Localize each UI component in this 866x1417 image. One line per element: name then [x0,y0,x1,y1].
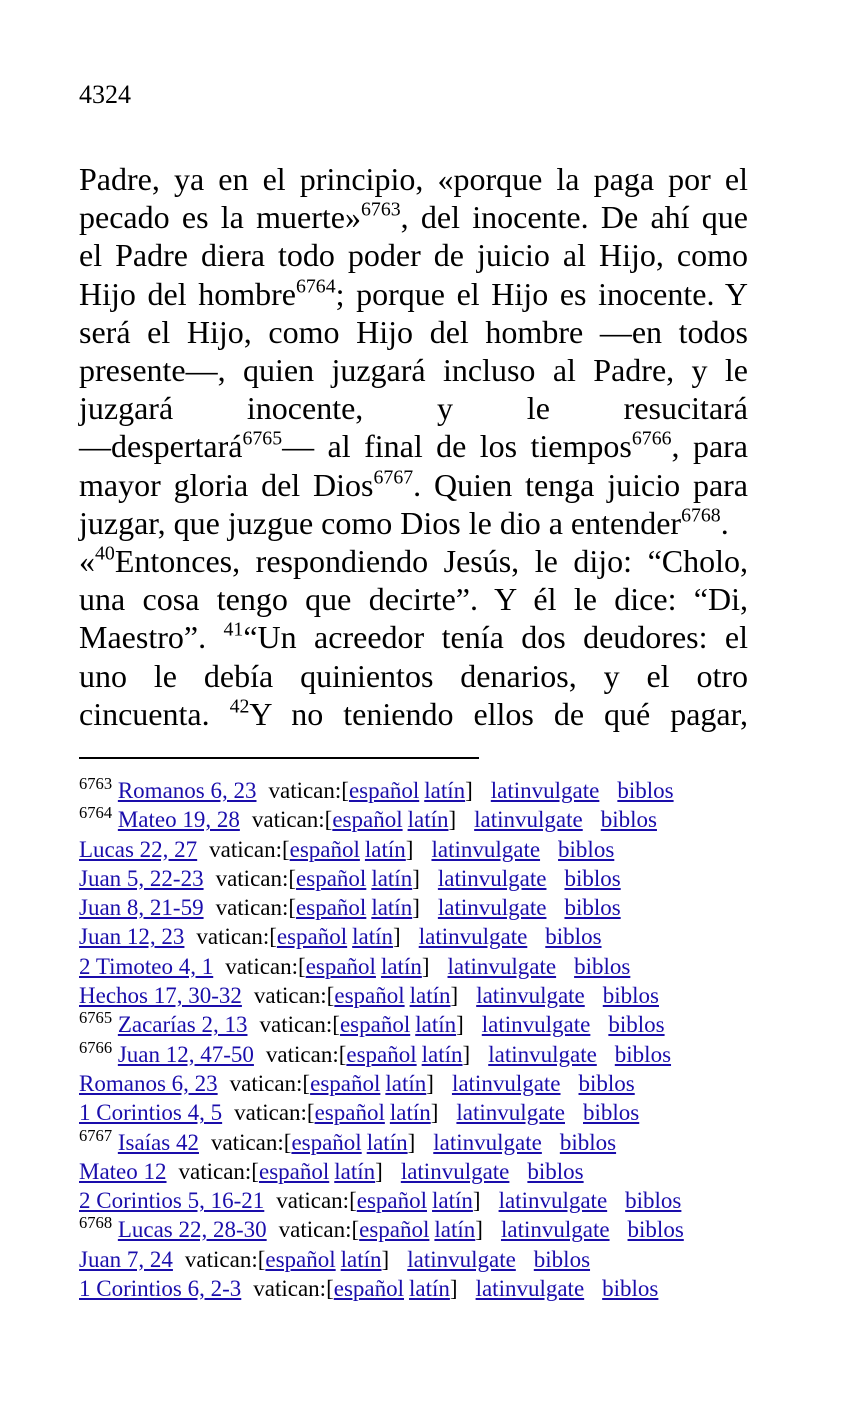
latinvulgate-link[interactable]: latinvulgate [490,778,600,803]
latin-link[interactable]: latín [424,778,466,803]
espanol-link[interactable]: español [334,983,405,1009]
bracket-close: ] [430,1100,439,1126]
body-text-segment: cincuenta. [79,695,230,732]
footnote-line [79,981,779,1010]
body-line [79,618,748,656]
bracket-close: ] [375,1158,383,1184]
vatican-label: vatican:[ [253,983,335,1009]
biblos-link[interactable]: biblos [574,953,631,979]
scripture-reference-link[interactable]: Lucas 22, 28-30 [117,1217,267,1243]
latin-link[interactable]: latín [389,1100,431,1126]
bracket-close: ] [405,836,414,862]
body-line [79,275,748,313]
scripture-reference-link[interactable]: Mateo 12 [79,1158,167,1184]
bracket-close: ] [465,778,473,803]
bracket-close: ] [449,1276,458,1302]
latinvulgate-link[interactable]: latinvulgate [437,895,547,921]
footnote-line [79,1245,779,1274]
scripture-reference-link[interactable]: Romanos 6, 23 [79,1070,218,1096]
footnote-marker: 6768 [681,504,721,527]
latinvulgate-link[interactable]: latinvulgate [498,1188,608,1214]
vatican-label: vatican:[ [259,1012,340,1038]
scripture-reference-link[interactable]: Romanos 6, 23 [117,778,257,803]
body-text-segment: , del inocente. De ahí que [400,199,749,236]
body-text-segment: Y no teniendo ellos de qué pagar, [249,695,749,732]
bracket-close: ] [456,1012,464,1038]
footnote-line [79,1157,779,1186]
body-text-segment: juzgar, que juzgue como Dios le dio a entender [79,504,682,541]
bracket-close: ] [462,1041,471,1067]
bracket-close: ] [407,1129,416,1155]
footnote-line [79,1069,779,1098]
espanol-link[interactable]: español [289,836,360,862]
latinvulgate-link[interactable]: latinvulgate [476,983,585,1009]
espanol-link[interactable]: español [332,807,403,833]
footnote-marker: 6763 [360,198,401,221]
body-text-segment: Maestro”. [79,619,224,656]
biblos-link[interactable]: biblos [559,1129,617,1155]
biblos-link[interactable]: biblos [627,1217,684,1243]
biblos-link[interactable]: biblos [545,924,602,950]
body-text-segment: Hijo del hombre [79,275,296,312]
bracket-close: ] [412,895,420,921]
latin-link[interactable]: latín [434,1217,476,1243]
vatican-label: vatican:[ [210,1129,292,1155]
latinvulgate-link[interactable]: latinvulgate [475,1276,585,1302]
vatican-label: vatican:[ [278,1217,360,1243]
footnote-number: 6765 [79,1008,113,1028]
footnote-line [79,1037,779,1069]
latin-link[interactable]: latín [421,1041,463,1067]
biblos-link[interactable]: biblos [533,1246,591,1272]
latinvulgate-link[interactable]: latinvulgate [447,953,557,979]
espanol-link[interactable]: español [296,865,367,891]
latin-link[interactable]: latín [364,836,406,862]
bracket-close: ] [412,865,420,891]
latin-link[interactable]: latín [432,1188,473,1214]
bracket-close: ] [475,1217,483,1243]
body-text-segment: Padre, ya en el principio, «porque la paga por el [79,161,748,197]
latinvulgate-link[interactable]: latinvulgate [407,1246,516,1272]
biblos-link[interactable]: biblos [564,895,621,921]
biblos-link[interactable]: biblos [564,865,621,891]
vatican-label: vatican:[ [229,1070,311,1096]
body-text-segment: , para [671,428,749,465]
latinvulgate-link[interactable]: latinvulgate [474,807,583,833]
vatican-label: vatican:[ [215,895,297,921]
latin-link[interactable]: latín [380,953,422,979]
scripture-reference-link[interactable]: Mateo 19, 28 [117,807,240,833]
latinvulgate-link[interactable]: latinvulgate [431,836,541,862]
biblos-link[interactable]: biblos [527,1158,584,1184]
footnote-marker: 42 [229,695,250,718]
footnote-line [79,773,779,805]
body-text-segment: pecado es la muerte» [79,199,361,236]
footnote-line [79,1098,779,1127]
body-line [79,427,748,465]
body-text-segment: presente—, quien juzgará incluso al Padre, y le [79,352,748,389]
vatican-label: vatican:[ [251,807,333,833]
bracket-close: ] [381,1246,390,1272]
espanol-link[interactable]: español [296,895,367,921]
vatican-label: vatican:[ [196,924,277,950]
scripture-reference-link[interactable]: Lucas 22, 27 [79,836,198,862]
footnote-marker: 6764 [295,275,336,298]
footnote-marker: 6765 [242,428,283,451]
latinvulgate-link[interactable]: latinvulgate [451,1070,561,1096]
footnote-marker: 41 [223,619,244,642]
vatican-label: vatican:[ [178,1158,259,1184]
footnote-marker: 6766 [631,428,672,451]
footnote-line [79,952,779,981]
biblos-link[interactable]: biblos [625,1188,682,1214]
body-text-segment: ; porque el Hijo es inocente. Y [335,275,749,312]
scripture-reference-link[interactable]: Juan 12, 47-50 [117,1041,254,1067]
biblos-link[interactable]: biblos [617,778,674,803]
latin-link[interactable]: latín [409,1276,450,1302]
footnote-line [79,893,779,922]
vatican-label: vatican:[ [253,1276,334,1302]
bracket-close: ] [448,807,457,833]
body-text-segment: Entonces, respondiendo Jesús, le dijo: “Cholo, [114,543,748,580]
body-text-segment: mayor gloria del Dios [79,466,374,503]
biblos-link[interactable]: biblos [600,807,657,833]
footnote-number: 6766 [79,1037,113,1057]
body-line [79,236,748,274]
scripture-reference-link[interactable]: Juan 8, 21-59 [79,895,204,921]
footnote-number: 6767 [79,1125,113,1145]
footnote-line [79,1274,779,1303]
body-line [79,351,748,389]
footnote-line [79,1125,779,1157]
body-text-segment: “Un acreedor tenía dos deudores: el [243,619,748,656]
footnotes [79,773,779,1303]
biblos-link[interactable]: biblos [578,1070,635,1096]
espanol-link[interactable]: español [310,1070,381,1096]
latin-link[interactable]: latín [385,1070,427,1096]
body-line [79,198,748,236]
vatican-label: vatican:[ [268,778,349,803]
latinvulgate-link[interactable]: latinvulgate [418,924,528,950]
footnote-number: 6768 [79,1213,113,1233]
body-line [79,313,748,351]
espanol-link[interactable]: español [339,1012,411,1038]
latin-link[interactable]: latín [415,1012,457,1038]
vatican-label: vatican:[ [234,1100,315,1126]
body-text-segment: « [79,543,95,580]
latin-link[interactable]: latín [409,983,451,1009]
body-text-segment: — al final de los tiempos [282,428,632,465]
body-text [79,160,748,733]
biblos-link[interactable]: biblos [602,1276,659,1302]
vatican-label: vatican:[ [215,865,297,891]
latinvulgate-link[interactable]: latinvulgate [488,1041,597,1067]
espanol-link[interactable]: español [314,1100,385,1126]
vatican-label: vatican:[ [276,1188,357,1214]
biblos-link[interactable]: biblos [608,1012,665,1038]
footnote-number: 6764 [79,803,113,823]
biblos-link[interactable]: biblos [583,1100,640,1126]
vatican-label: vatican:[ [225,953,306,979]
latinvulgate-link[interactable]: latinvulgate [481,1012,591,1038]
body-text-segment: . Quien tenga juicio para [413,466,749,503]
scripture-reference-link[interactable]: 1 Corintios 6, 2-3 [79,1276,242,1302]
espanol-link[interactable]: español [356,1188,428,1214]
scripture-reference-link[interactable]: Juan 7, 24 [79,1246,173,1272]
body-text-segment: el Padre diera todo poder de juicio al Hijo, como [79,237,748,274]
body-line [79,580,748,618]
body-line [79,504,748,542]
espanol-link[interactable]: español [333,1276,405,1302]
footnote-line [79,835,779,864]
latinvulgate-link[interactable]: latinvulgate [500,1217,610,1243]
bracket-close: ] [393,924,401,950]
espanol-link[interactable]: español [348,778,420,803]
espanol-link[interactable]: español [258,1158,330,1184]
scripture-reference-link[interactable]: Juan 5, 22-23 [79,865,204,891]
biblos-link[interactable]: biblos [614,1041,672,1067]
footnote-marker: 40 [95,542,115,565]
footnote-line [79,805,779,834]
scripture-reference-link[interactable]: 2 Corintios 5, 16-21 [79,1188,265,1214]
body-line [79,695,748,733]
bracket-close: ] [421,953,430,979]
scripture-reference-link[interactable]: Juan 12, 23 [79,924,185,950]
bracket-close: ] [472,1188,481,1214]
latin-link[interactable]: latín [340,1246,382,1272]
body-text-segment: —despertará [79,428,243,465]
latin-link[interactable]: latín [334,1158,376,1184]
body-text-segment: una cosa tengo que decirte”. Y él le dice: “Di, [79,581,748,618]
latin-link[interactable]: latín [407,807,449,833]
espanol-link[interactable]: español [291,1129,362,1155]
scripture-reference-link[interactable]: Zacarías 2, 13 [117,1012,248,1038]
vatican-label: vatican:[ [265,1041,347,1067]
bracket-close: ] [450,983,459,1009]
footnote-line [79,864,779,893]
espanol-link[interactable]: español [276,924,348,950]
footnote-line [79,1010,779,1039]
espanol-link[interactable]: español [359,1217,430,1243]
body-line [79,160,748,198]
latin-link[interactable]: latín [371,895,413,921]
body-text-segment: uno le debía quinientos denarios, y el otro [79,657,748,694]
body-line [79,542,748,580]
latin-link[interactable]: latín [352,924,394,950]
latinvulgate-link[interactable]: latinvulgate [437,865,547,891]
footnote-divider [79,757,479,759]
footnote-line [79,1186,779,1215]
scripture-reference-link[interactable]: 2 Timoteo 4, 1 [79,953,214,979]
bracket-close: ] [426,1070,434,1096]
body-text-segment: será el Hijo, como Hijo del hombre —en todos [79,313,748,350]
scripture-reference-link[interactable]: 1 Corintios 4, 5 [79,1100,223,1126]
scripture-reference-link[interactable]: Isaías 42 [117,1129,199,1155]
body-text-segment: . [720,504,729,541]
espanol-link[interactable]: español [346,1041,417,1067]
scripture-reference-link[interactable]: Hechos 17, 30-32 [79,983,242,1009]
footnote-line [79,1215,779,1244]
body-line [79,389,748,427]
biblos-link[interactable]: biblos [558,836,615,862]
footnote-marker: 6767 [373,466,414,489]
espanol-link[interactable]: español [305,953,376,979]
latinvulgate-link[interactable]: latinvulgate [456,1100,565,1126]
vatican-label: vatican:[ [184,1246,266,1272]
body-text-segment: juzgará inocente, y le resucitará [79,390,748,427]
page-number: 4324 [79,80,131,109]
footnote-line [79,922,779,951]
footnote-number: 6763 [79,773,113,793]
body-line [79,466,748,504]
latinvulgate-link[interactable]: latinvulgate [400,1158,510,1184]
espanol-link[interactable]: español [265,1246,336,1272]
latin-link[interactable]: latín [366,1129,408,1155]
biblos-link[interactable]: biblos [602,983,659,1009]
vatican-label: vatican:[ [209,836,290,862]
body-line [79,657,748,695]
latinvulgate-link[interactable]: latinvulgate [433,1129,542,1155]
latin-link[interactable]: latín [371,865,413,891]
